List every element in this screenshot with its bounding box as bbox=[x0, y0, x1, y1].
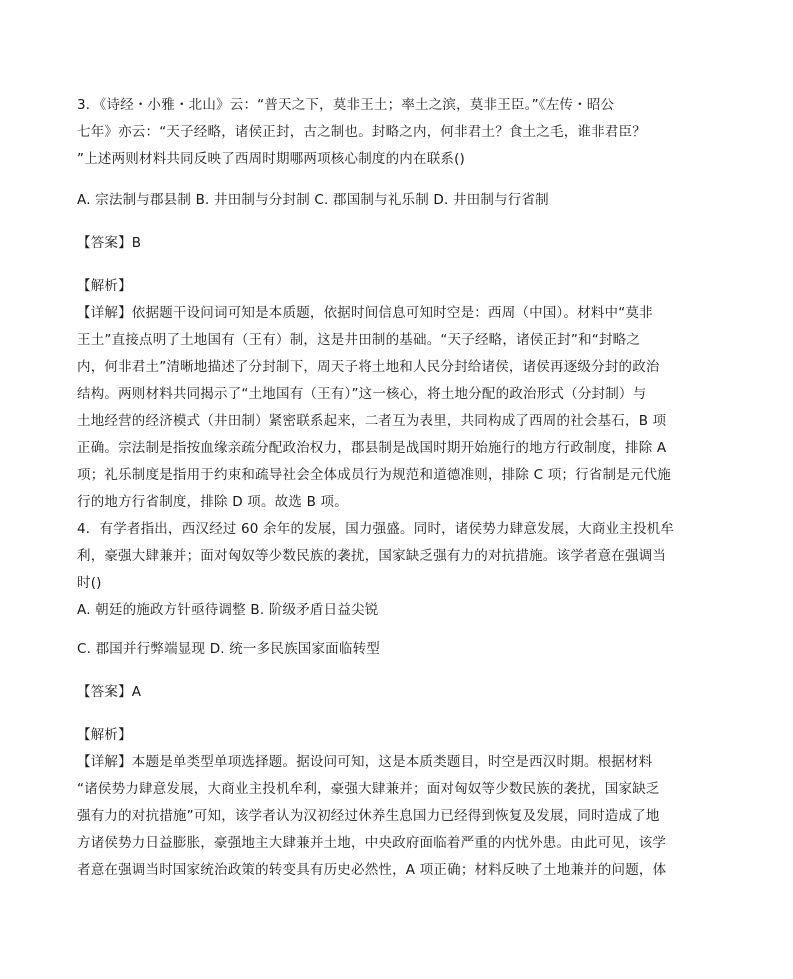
question-4-analysis-label: 【解析】 bbox=[77, 727, 132, 743]
q3-detail-line-3: 内，何非君土”清晰地描述了分封制下，周天子将土地和人民分封给诸侯，诸侯再逐级分封的政治 bbox=[77, 359, 660, 375]
q3-detail-line-5: 土地经营的经济模式（井田制）紧密联系起来，二者互为表里，共同构成了西周的社会基石，B 项 bbox=[77, 413, 667, 429]
question-4-detail bbox=[77, 749, 689, 884]
q3-detail-line-2: 王土”直接点明了土地国有（王有）制，这是井田制的基础。“天子经略，诸侯正封”和“封略之 bbox=[77, 332, 641, 348]
q4-detail-line-1: 【详解】本题是单类型单项选择题。据设问可知，这是本质类题目，时空是西汉时期。根据材料 bbox=[77, 754, 653, 770]
question-4-stem bbox=[77, 516, 689, 597]
question-3-answer: 【答案】B bbox=[77, 235, 142, 251]
q3-detail-line-7: 项；礼乐制度是指用于约束和疏导社会全体成员行为规范和道德准则，排除 C 项；行省制是元代施 bbox=[77, 467, 672, 483]
question-4-options-row-2: C. 郡国并行弊端显现 D. 统一多民族国家面临转型 bbox=[77, 641, 380, 657]
q3-line-3: ”上述两则材料共同反映了西周时期哪两项核心制度的内在联系() bbox=[77, 151, 466, 167]
q3-detail-line-6: 正确。宗法制是指按血缘亲疏分配政治权力，郡县制是战国时期开始施行的地方行政制度，排除 A bbox=[77, 440, 667, 456]
q3-detail-line-1: 【详解】依据题干设问词可知是本质题，依据时间信息可知时空是：西周（中国）。材料中“莫非 bbox=[77, 305, 653, 321]
q3-detail-line-8: 行的地方行省制度，排除 D 项。故选 B 项。 bbox=[77, 494, 348, 510]
question-4-answer: 【答案】A bbox=[77, 684, 142, 700]
q3-line-2: 七年》亦云：“天子经略，诸侯正封，古之制也。封略之内，何非君土？食土之毛，谁非君臣？ bbox=[77, 124, 646, 140]
question-3-options: A. 宗法制与郡县制 B. 井田制与分封制 C. 郡国制与礼乐制 D. 井田制与行省制 bbox=[77, 192, 549, 208]
q3-line-1: 3．《诗经・小雅・北山》云：“普天之下，莫非王土；率土之滨，莫非王臣。”《左传・昭公 bbox=[77, 97, 615, 113]
q4-detail-line-3: 强有力的对抗措施”可知，该学者认为汉初经过休养生息国力已经得到恢复及发展，同时造成了地 bbox=[77, 808, 660, 824]
question-4-options-row-1: A. 朝廷的施政方针亟待调整 B. 阶级矛盾日益尖锐 bbox=[77, 602, 379, 618]
q4-detail-line-2: “诸侯势力肆意发展，大商业主投机牟利，豪强大肆兼并；面对匈奴等少数民族的袭扰，国家缺乏 bbox=[77, 781, 660, 797]
q4-detail-line-5: 者意在强调当时国家统治政策的转变具有历史必然性，A 项正确；材料反映了土地兼并的问题，体 bbox=[77, 862, 667, 878]
question-3-detail bbox=[77, 300, 689, 516]
q4-line-2: 利，豪强大肆兼并；面对匈奴等少数民族的袭扰，国家缺乏强有力的对抗措施。该学者意在强调当 bbox=[77, 548, 667, 564]
q4-detail-line-4: 方诸侯势力日益膨胀，豪强地主大肆兼并土地，中央政府面临着严重的内忧外患。由此可见，该学 bbox=[77, 835, 667, 851]
q3-detail-line-4: 结构。两则材料共同揭示了“土地国有（王有）”这一核心，将土地分配的政治形式（分封制）与 bbox=[77, 386, 647, 402]
q4-line-3: 时() bbox=[77, 575, 102, 591]
q4-line-1: 4．有学者指出，西汉经过 60 余年的发展，国力强盛。同时，诸侯势力肆意发展，大商业主投机牟 bbox=[77, 521, 675, 537]
document-page bbox=[77, 92, 689, 884]
question-3-stem bbox=[77, 92, 689, 173]
question-3-analysis-label: 【解析】 bbox=[77, 278, 132, 294]
